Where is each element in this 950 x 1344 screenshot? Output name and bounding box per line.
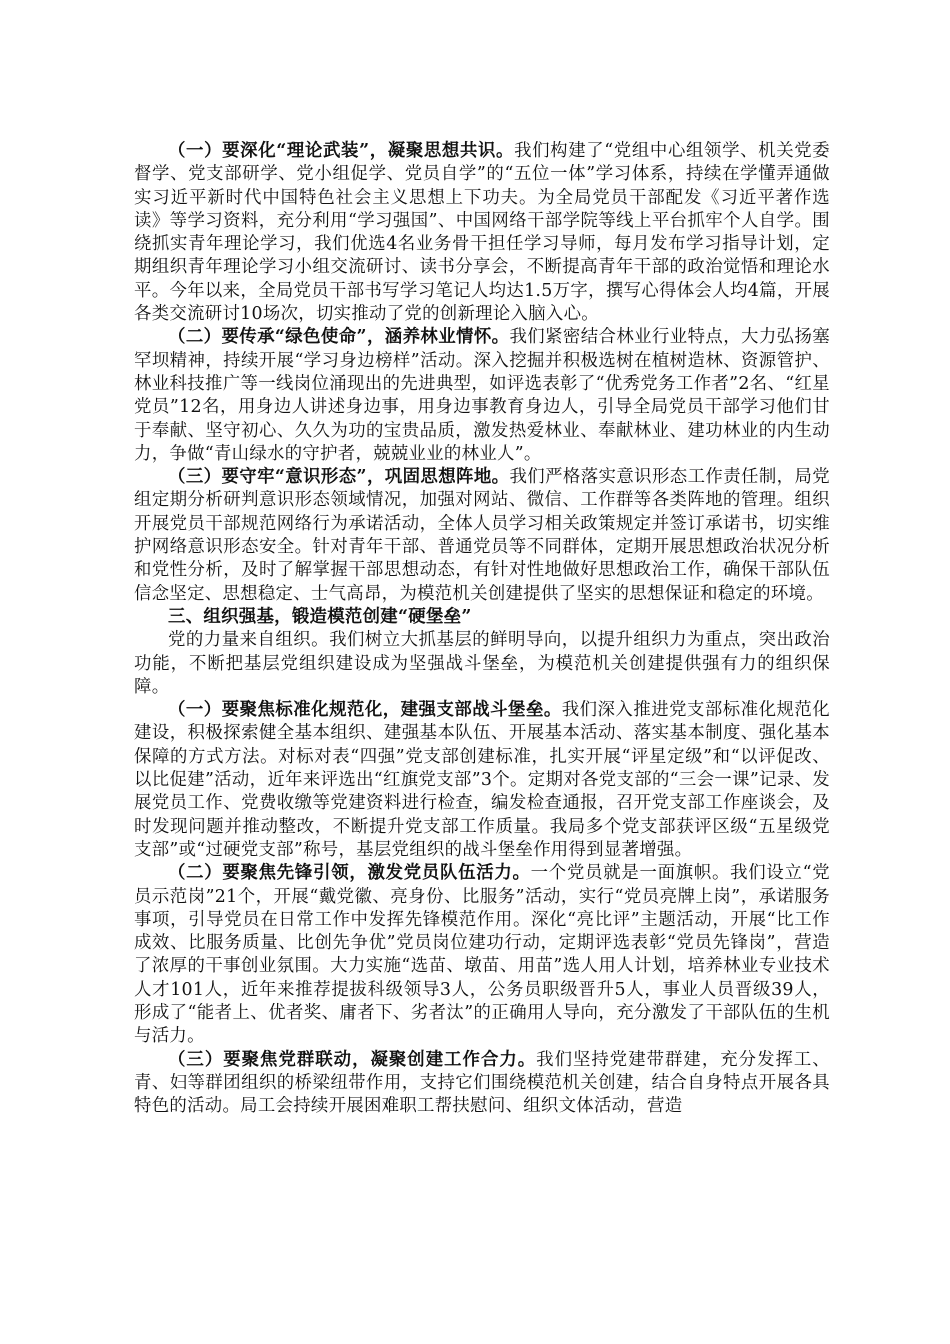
section-intro: 党的力量来自组织。我们树立大抓基层的鲜明导向，以提升组织力为重点，突出政治功能，不断把基层党组织建设成为坚强战斗堡垒，为模范机关创建提供强有力的组织保障。 xyxy=(134,630,830,697)
paragraph-vanguard xyxy=(134,862,830,1048)
paragraph-party-mass xyxy=(134,1049,830,1119)
paragraph-lead: （三）要聚焦党群联动，凝聚创建工作合力。 xyxy=(168,1049,537,1070)
paragraph-body: 我们严格落实意识形态工作责任制，局党组定期分析研判意识形态领域情况，加强对网站、微信、工作群等各类阵地的管理。组织开展党员干部规范网络行为承诺活动，全体人员学习相关政策规定并签订承诺书，切实维护网络意识形态安全。针对青年干部、普通党员等不同群体，定期开展思想政治状况分析和党性分析，及时了解掌握干部思想动态，有针对性地做好思想政治工作，确保干部队伍信念坚定、思想稳定、士气高昂，为模范机关创建提供了坚实的思想保证和稳定的环境。 xyxy=(134,467,830,604)
paragraph-body: 我们坚持党建带群建，充分发挥工、青、妇等群团组织的桥梁纽带作用，支持它们围绕模范机关创建，结合自身特点开展各具特色的活动。局工会持续开展困难职工帮扶慰问、组织文体活动，营造 xyxy=(134,1049,830,1117)
paragraph-body: 我们构建了“党组中心组领学、机关党委督学、党支部研学、党小组促学、党员自学”的“五位一体”学习体系，持续在学懂弄通做实习近平新时代中国特色社会主义思想上下功夫。为全局党员干部配发《习近平著作选读》等学习资料，充分利用“学习强国”、中国网络干部学院等线上平台抓牢个人自学。围绕抓实青年理论学习，我们优选4名业务骨干担任学习导师，每月发布学习指导计划，定期组织青年理论学习小组交流研讨、读书分享会，不断提高青年干部的政治觉悟和理论水平。今年以来，全局党员干部书写学习笔记人均达1.5万字，撰写心得体会人均4篇，开展各类交流研讨10场次，切实推动了党的创新理论入脑入心。 xyxy=(134,141,830,325)
paragraph-body: 我们深入推进党支部标准化规范化建设，积极探索健全基本组织、建强基本队伍、开展基本活动、落实基本制度、强化基本保障的方式方法。对标对表“四强”党支部创建标准，扎实开展“评星定级”和“以评促改、以比促建”活动，近年来评选出“红旗党支部”3个。定期对各党支部的“三会一课”记录、发展党员工作、党费收缴等党建资料进行检查，编发检查通报，召开党支部工作座谈会，及时发现问题并推动整改，不断提升党支部工作质量。我局多个党支部获评区级“五星级党支部”或“过硬党支部”称号，基层党组织的战斗堡垒作用得到显著增强。 xyxy=(134,700,830,860)
paragraph-lead: （三）要守牢“意识形态”，巩固思想阵地。 xyxy=(168,467,510,488)
paragraph-lead: （二）要传承“绿色使命”，涵养林业情怀。 xyxy=(168,327,510,348)
paragraph-green-mission xyxy=(134,326,830,466)
paragraph-lead: （二）要聚焦先锋引领，激发党员队伍活力。 xyxy=(168,863,531,884)
paragraph-lead: （一）要深化“理论武装”，凝聚思想共识。 xyxy=(168,141,515,161)
paragraph-body: 我们紧密结合林业行业特点，大力弘扬塞罕坝精神，持续开展“学习身边榜样”活动。深入挖掘并积极选树在植树造林、资源管护、林业科技推广等一线岗位涌现出的先进典型，如评选表彰了“优秀党务工作者”2名、“红星党员”12名，用身边人讲述身边事，用身边事教育身边人，引导全局党员干部学习他们甘于奉献、坚守初心、久久为功的宝贵品质，激发热爱林业、奉献林业、建功林业的内生动力，争做“青山绿水的守护者，兢兢业业的林业人”。 xyxy=(134,327,830,464)
paragraph-theory xyxy=(134,140,830,326)
section-heading: 三、组织强基，锻造模范创建“硬堡垒” xyxy=(168,606,472,627)
document-page xyxy=(134,140,830,1118)
paragraph-body: 一个党员就是一面旗帜。我们设立“党员示范岗”21个，开展“戴党徽、亮身份、比服务”活动，实行“党员亮牌上岗”，承诺服务事项，引导党员在日常工作中发挥先锋模范作用。深化“亮比评”主题活动，开展“比工作成效、比服务质量、比创先争优”党员岗位建功行动，定期评选表彰“党员先锋岗”，营造了浓厚的干事创业氛围。大力实施“选苗、墩苗、用苗”选人用人计划，培养林业专业技术人才101人，近年来推荐提拔科级领导3人，公务员职级晋升5人，事业人员晋级39人，形成了“能者上、优者奖、庸者下、劣者汰”的正确用人导向，充分激发了干部队伍的生机与活力。 xyxy=(134,863,830,1047)
paragraph-ideology xyxy=(134,466,830,606)
paragraph-lead: （一）要聚焦标准化规范化，建强支部战斗堡垒。 xyxy=(168,700,562,721)
paragraph-standardization xyxy=(134,699,830,862)
